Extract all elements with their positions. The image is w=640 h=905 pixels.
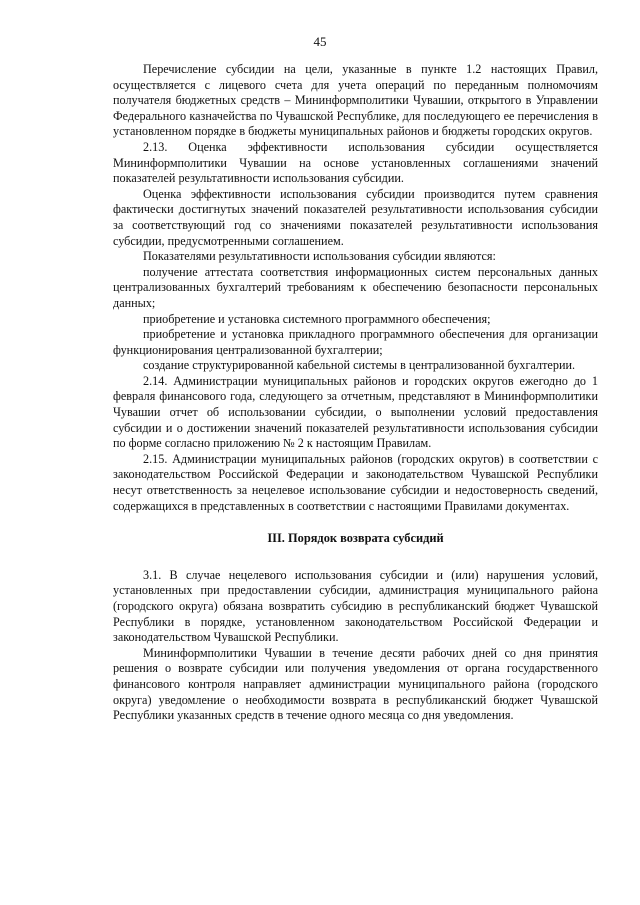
paragraph: Перечисление субсидии на цели, указанные в пункте 1.2 настоящих Правил, осуществляется с лицевого счета для учета операций по переданным полномочиям получателя бюджетных средств – Мининформполитики Чувашии, открытого в Управлении Федерального казначейства по Чувашской Республике, для последующего ее перечисления в установленном порядке в бюджеты муниципальных районов и бюджеты городских округов. (113, 62, 598, 139)
list-item: приобретение и установка прикладного программного обеспечения для организации функционирования централизованной бухгалтерии; (113, 327, 598, 357)
paragraph: 2.13. Оценка эффективности использования субсидии осуществляется Мининформполитики Чувашии на основе установленных соглашениями значений показателей результативности использования субсидии. (113, 139, 598, 186)
paragraph: 2.15. Администрации муниципальных районов (городских округов) в соответствии с законодательством Российской Федерации и законодательством Чувашской Республики несут ответственность за нецелевое использование субсидии и недостоверность сведений, содержащихся в представленных в соответствии с настоящими Правилами документах. (113, 451, 598, 513)
section-heading: III. Порядок возврата субсидий (267, 531, 444, 546)
paragraph: 2.14. Администрации муниципальных районов и городских округов ежегодно до 1 февраля финансового года, следующего за отчетным, представляют в Мининформполитики Чувашии отчет об использовании субсидии, о выполнении условий предоставления субсидии и о достижении значений показателей результативности использования субсидии по форме согласно приложению № 2 к настоящим Правилам. (113, 373, 598, 451)
paragraph: Показателями результативности использования субсидии являются: (143, 249, 496, 264)
list-item: создание структурированной кабельной системы в централизованной бухгалтерии. (143, 358, 576, 373)
list-item: получение аттестата соответствия информационных систем персональных данных централизованных бухгалтерий требованиям к обеспечению безопасности персональных данных; (113, 264, 598, 310)
document-body (113, 62, 598, 724)
paragraph: Оценка эффективности использования субсидии производится путем сравнения фактически достигнутых значений показателей результативности использования субсидии за соответствующий год со значениями показателей результативности использования субсидии, предусмотренными соглашением. (113, 186, 598, 248)
paragraph: 3.1. В случае нецелевого использования субсидии и (или) нарушения условий, установленных при предоставлении субсидии, администрация муниципального района (городского округа) обязана возвратить субсидию в республиканский бюджет Чувашской Республики в порядке, установленном законодательством Российской Федерации и законодательством Чувашской Республики. (113, 567, 598, 645)
list-item: приобретение и установка системного программного обеспечения; (143, 311, 491, 326)
paragraph: Мининформполитики Чувашии в течение десяти рабочих дней со дня принятия решения о возврате субсидии или получения уведомления от органа государственного финансового контроля направляет администрации муниципального района (городского округа) уведомление о необходимости возврата в республиканский бюджет Чувашской Республики указанных средств в течение одного месяца со дня уведомления. (113, 645, 598, 723)
page-number: 45 (313, 34, 327, 49)
